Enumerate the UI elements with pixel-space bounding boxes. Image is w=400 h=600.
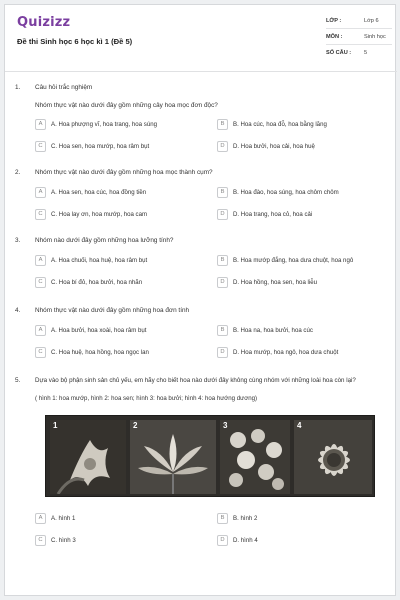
option-d[interactable] xyxy=(217,141,387,155)
photo-number: 4 xyxy=(297,421,302,430)
flower-photo-1 xyxy=(50,420,126,494)
option-d[interactable] xyxy=(217,535,387,549)
meta-row-count xyxy=(326,47,392,61)
pomelo-flower-icon xyxy=(220,420,290,494)
meta-value: 5 xyxy=(364,50,368,56)
option-letter: C xyxy=(35,277,46,288)
quizizz-logo[interactable]: Quizizz xyxy=(17,15,71,30)
flower-photo-4 xyxy=(294,420,372,494)
option-letter: C xyxy=(35,347,46,358)
question-intro: Câu hỏi trắc nghiệm xyxy=(35,84,93,91)
option-text: C. Hoa lay ơn, hoa mướp, hoa cam xyxy=(51,211,148,218)
option-text: C. hình 3 xyxy=(51,537,76,544)
option-text: B. Hoa cúc, hoa đỗ, hoa bằng lăng xyxy=(233,121,327,128)
option-text: A. hình 1 xyxy=(51,515,76,522)
meta-row-class xyxy=(326,15,392,29)
option-letter: C xyxy=(35,141,46,152)
option-text: D. hình 4 xyxy=(233,537,258,544)
option-text: D. Hoa bưởi, hoa cải, hoa huệ xyxy=(233,143,315,150)
option-letter: A xyxy=(35,119,46,130)
option-letter: A xyxy=(35,325,46,336)
worksheet-header xyxy=(5,5,397,67)
option-c[interactable] xyxy=(35,277,205,291)
question-number: 3. xyxy=(15,237,21,244)
flower-photo-2 xyxy=(130,420,216,494)
option-letter: D xyxy=(217,347,228,358)
option-b[interactable] xyxy=(217,255,387,269)
photo-number: 3 xyxy=(223,421,228,430)
meta-value: Sinh học xyxy=(364,34,386,40)
option-b[interactable] xyxy=(217,119,387,133)
meta-row-subject xyxy=(326,31,392,45)
photo-number: 1 xyxy=(53,421,58,430)
question-number: 4. xyxy=(15,307,21,314)
question-text: Nhóm thực vật nào dưới đây gồm những cây hoa mọc đơn độc? xyxy=(35,102,218,109)
sunflower-icon xyxy=(294,420,372,494)
option-b[interactable] xyxy=(217,187,387,201)
option-letter: D xyxy=(217,209,228,220)
option-text: B. Hoa na, hoa bưởi, hoa cúc xyxy=(233,327,313,334)
option-letter: B xyxy=(217,187,228,198)
meta-box xyxy=(322,11,392,63)
question-number: 5. xyxy=(15,377,21,384)
option-letter: A xyxy=(35,187,46,198)
option-letter: D xyxy=(217,535,228,546)
question-text: Nhóm thực vật nào dưới đây gồm những hoa mọc thành cụm? xyxy=(35,169,213,176)
option-c[interactable] xyxy=(35,209,205,223)
option-text: D. Hoa mướp, hoa ngô, hoa dưa chuột xyxy=(233,349,339,356)
option-text: A. Hoa sen, hoa cúc, hoa đồng tiền xyxy=(51,189,147,196)
option-c[interactable] xyxy=(35,141,205,155)
option-text: C. Hoa huệ, hoa hồng, hoa ngọc lan xyxy=(51,349,149,356)
question-caption: ( hình 1: hoa mướp, hình 2: hoa sen; hình 3: hoa bưởi; hình 4: hoa hướng dương) xyxy=(35,395,258,402)
option-letter: D xyxy=(217,141,228,152)
option-letter: B xyxy=(217,513,228,524)
option-c[interactable] xyxy=(35,347,205,361)
option-text: A. Hoa bưởi, hoa xoài, hoa râm bụt xyxy=(51,327,147,334)
meta-key: SỐ CÂU : xyxy=(326,50,352,56)
option-a[interactable] xyxy=(35,119,205,133)
option-text: B. Hoa mướp đắng, hoa dưa chuột, hoa ngô xyxy=(233,257,354,264)
option-text: A. Hoa chuối, hoa huệ, hoa râm bụt xyxy=(51,257,148,264)
option-a[interactable] xyxy=(35,325,205,339)
option-letter: A xyxy=(35,513,46,524)
option-text: A. Hoa phượng vĩ, hoa trang, hoa súng xyxy=(51,121,157,128)
question-text: Dựa vào bộ phận sinh sản chủ yếu, em hãy cho biết hoa nào dưới đây không cùng nhóm với những loài hoa còn lại? xyxy=(35,377,356,384)
option-d[interactable] xyxy=(217,347,387,361)
meta-key: MÔN : xyxy=(326,34,343,40)
option-d[interactable] xyxy=(217,277,387,291)
option-text: B. Hoa đào, hoa súng, hoa chôm chôm xyxy=(233,189,339,196)
question-text: Nhóm nào dưới đây gồm những hoa lưỡng tính? xyxy=(35,237,174,244)
flower-photo-strip xyxy=(45,415,375,497)
meta-key: LỚP : xyxy=(326,18,342,24)
flower-photo-3 xyxy=(220,420,290,494)
option-a[interactable] xyxy=(35,255,205,269)
option-b[interactable] xyxy=(217,325,387,339)
question-text: Nhóm thực vật nào dưới đây gồm những hoa đơn tính xyxy=(35,307,190,314)
option-text: C. Hoa sen, hoa mướp, hoa râm bụt xyxy=(51,143,150,150)
option-text: D. Hoa trang, hoa cỏ, hoa cải xyxy=(233,211,313,218)
worksheet-page xyxy=(4,4,396,596)
photo-number: 2 xyxy=(133,421,138,430)
option-c[interactable] xyxy=(35,535,205,549)
option-text: C. Hoa bí đỏ, hoa bưởi, hoa nhãn xyxy=(51,279,143,286)
option-a[interactable] xyxy=(35,513,205,527)
option-letter: B xyxy=(217,255,228,266)
question-number: 1. xyxy=(15,84,21,91)
option-letter: B xyxy=(217,325,228,336)
option-a[interactable] xyxy=(35,187,205,201)
option-d[interactable] xyxy=(217,209,387,223)
worksheet-title: Đề thi Sinh học 6 học kì 1 (Đề 5) xyxy=(17,37,133,46)
pumpkin-flower-icon xyxy=(50,420,126,494)
meta-value: Lớp 6 xyxy=(364,18,379,24)
option-letter: C xyxy=(35,209,46,220)
question-number: 2. xyxy=(15,169,21,176)
option-letter: D xyxy=(217,277,228,288)
option-letter: A xyxy=(35,255,46,266)
option-b[interactable] xyxy=(217,513,387,527)
option-text: B. hình 2 xyxy=(233,515,258,522)
option-text: D. Hoa hồng, hoa sen, hoa liễu xyxy=(233,279,318,286)
option-letter: B xyxy=(217,119,228,130)
option-letter: C xyxy=(35,535,46,546)
header-divider xyxy=(5,71,397,72)
lotus-flower-icon xyxy=(130,420,216,494)
